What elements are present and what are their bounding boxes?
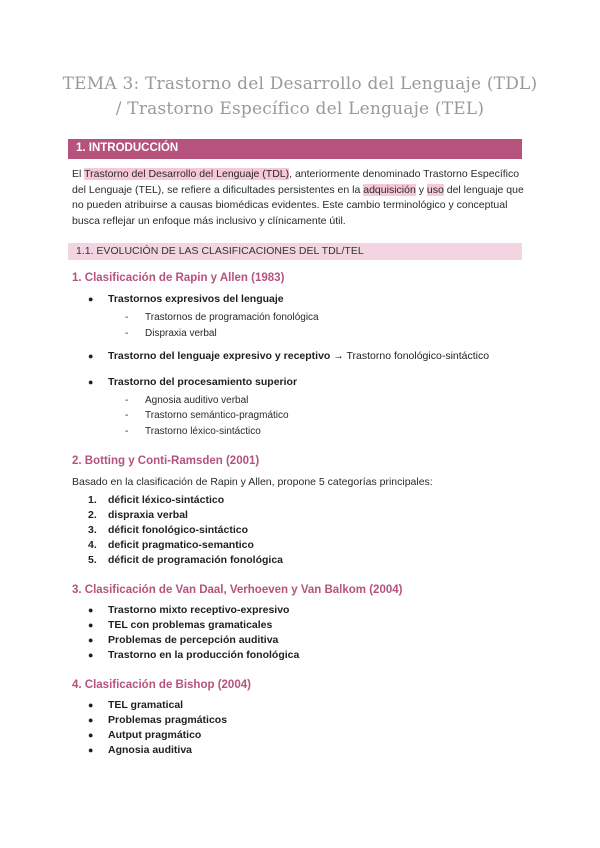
bullet-icon: ●: [88, 351, 94, 361]
botting-heading: 2. Botting y Conti-Ramsden (2001): [72, 455, 260, 467]
list-item: ● Trastorno mixto receptivo-expresivo: [88, 604, 290, 616]
page-title: TEMA 3: Trastorno del Desarrollo del Lenguaje (TDL) / Trastorno Específico del Lenguaje (TEL): [62, 74, 538, 119]
bullet-icon: ●: [88, 730, 94, 740]
bullet-icon: ●: [88, 377, 94, 387]
list-item: ● Problemas de percepción auditiva: [88, 634, 279, 646]
dash-icon: -: [125, 395, 129, 406]
section-heading-bar: [68, 139, 522, 159]
section-heading: 1. INTRODUCCIÓN: [76, 142, 179, 154]
intro-text-mid: , anteriormente denominado Trastorno Específico del Lenguaje (TEL), se refiere a dificultades persistentes en la: [72, 168, 520, 196]
bishop-heading: 4. Clasificación de Bishop (2004): [72, 679, 251, 691]
dash-icon: -: [125, 410, 129, 421]
list-item: ● TEL con problemas gramaticales: [88, 619, 273, 631]
item-number: 2.: [88, 509, 97, 521]
list-item: ● Autput pragmático: [88, 729, 202, 741]
bullet-icon: ●: [88, 745, 94, 755]
list-item: ● Problemas pragmáticos: [88, 714, 228, 726]
list-item: ● Agnosia auditiva: [88, 744, 193, 756]
bullet-icon: ●: [88, 635, 94, 645]
bullet-icon: ●: [88, 700, 94, 710]
arrow-note: → Trastorno fonológico-sintáctico: [330, 350, 490, 362]
rapin-heading: 1. Clasificación de Rapin y Allen (1983): [72, 272, 285, 284]
numbered-item: 5. déficit de programación fonológica: [88, 554, 284, 566]
subsection-heading: 1.1. EVOLUCIÓN DE LAS CLASIFICACIONES DEL TDL/TEL: [76, 245, 364, 257]
highlight-uso: uso: [426, 183, 444, 196]
intro-text-start: El: [72, 168, 85, 180]
bullet-icon: ●: [88, 650, 94, 660]
highlight-adquisicion: adquisición: [363, 183, 416, 196]
bullet-icon: ●: [88, 715, 94, 725]
list-item: ● Trastornos expresivos del lenguaje: [88, 293, 284, 305]
item-number: 5.: [88, 554, 97, 566]
bullet-icon: ●: [88, 620, 94, 630]
dash-icon: -: [125, 312, 129, 323]
sub-list-item: - Trastornos de programación fonológica: [125, 312, 319, 323]
item-number: 4.: [88, 539, 97, 551]
bullet-icon: ●: [88, 605, 94, 615]
list-item: ● TEL gramatical: [88, 699, 184, 711]
list-item: ● Trastorno en la producción fonológica: [88, 649, 300, 661]
item-number: 3.: [88, 524, 97, 536]
numbered-item: 2. dispraxia verbal: [88, 509, 188, 521]
subsection-heading-bar: [68, 243, 522, 260]
numbered-item: 4. deficit pragmatico-semantico: [88, 539, 254, 551]
sub-list-item: - Trastorno semántico-pragmático: [125, 410, 289, 421]
sub-list-item: - Dispraxia verbal: [125, 328, 217, 339]
dash-icon: -: [125, 426, 129, 437]
numbered-item: 1. déficit léxico-sintáctico: [88, 494, 225, 506]
intro-text-and: y: [415, 183, 427, 196]
intro-text-end: del lenguaje que no pueden atribuirse a causas biomédicas evidentes. Este cambio terminológico y conceptual busca reflejar un enfoque más inclusivo y clínicamente útil.: [72, 183, 524, 227]
sub-list-item: - Trastorno léxico-sintáctico: [125, 426, 261, 437]
dash-icon: -: [125, 328, 129, 339]
vandaal-heading: 3. Clasificación de Van Daal, Verhoeven y Van Balkom (2004): [72, 584, 403, 596]
item-number: 1.: [88, 494, 97, 506]
botting-intro: Basado en la clasificación de Rapin y Allen, propone 5 categorías principales:: [72, 476, 433, 488]
list-item: ● Trastorno del lenguaje expresivo y receptivo → Trastorno fonológico-sintáctico: [88, 350, 490, 362]
intro-paragraph: [72, 167, 527, 229]
highlight-tdl: Trastorno del Desarrollo del Lenguaje (TDL): [84, 168, 290, 180]
numbered-item: 3. déficit fonológico-sintáctico: [88, 524, 249, 536]
bullet-icon: ●: [88, 294, 94, 304]
sub-list-item: - Agnosia auditivo verbal: [125, 395, 249, 406]
list-item: ● Trastorno del procesamiento superior: [88, 376, 298, 388]
